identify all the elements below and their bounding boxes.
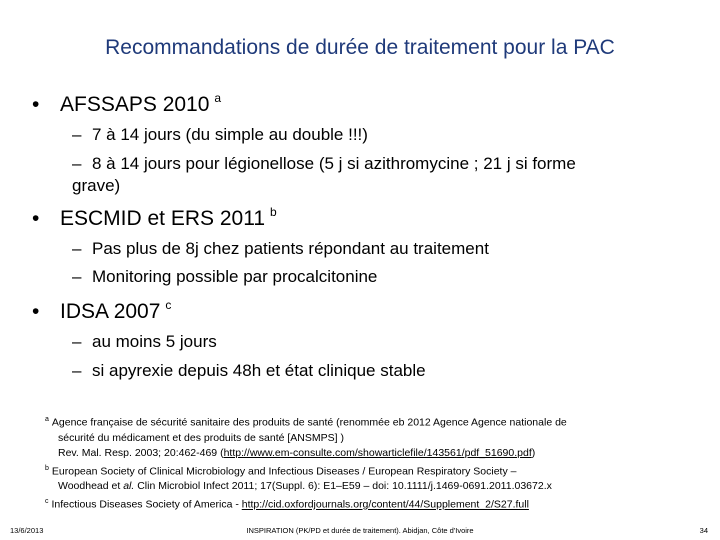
sub-bullet: – 8 à 14 jours pour légionellose (5 j si azithromycine ; 21 j si forme xyxy=(72,154,576,173)
bullet-dot: • xyxy=(32,93,40,116)
reference-a: $^a$ Agence française de sécurité sanitaire des produits de santé (renommée eb 2012 Agence Agence nationale de xyxy=(45,416,567,429)
sub-bullet: – Monitoring possible par procalcitonine xyxy=(72,267,378,286)
bullet-sup: c xyxy=(165,298,172,312)
slide-title: Recommandations de durée de traitement pour la PAC xyxy=(105,36,615,59)
bullet-label: AFSSAPS 2010 xyxy=(60,93,210,116)
bullet-afssaps xyxy=(32,91,221,117)
bullet-dot: • xyxy=(32,300,40,323)
bullet-sup: b xyxy=(270,205,277,219)
sub-bullet: – si apyrexie depuis 48h et état clinique stable xyxy=(72,361,426,380)
reference-b: $^b$ European Society of Clinical Microbiology and Infectious Diseases / European Respiratory Society – xyxy=(45,464,517,477)
footer-date: 13/6/2013 xyxy=(10,526,44,535)
bullet-label: ESCMID et ERS 2011 xyxy=(60,207,266,230)
sub-bullet: – 7 à 14 jours (du simple au double !!!) xyxy=(72,125,368,144)
bullet-idsa xyxy=(32,298,171,324)
bullet-escmid xyxy=(32,205,277,231)
references: $^a$ Agence française de sécurité sanitaire des produits de santé (renommée eb 2012 Agence Agence nationale de sécurité du médicament et des produits de santé [ANSMPS] ) Rev. Mal. Resp. 2003; 20:462-469 (http://www.em-consulte.com/showarticlefile/143561/pdf_51690.pdf) $^b$ European Society of Clinical Microbiology and Infectious Diseases / European Respiratory Society – Woodhead et al. Clin Microbiol Infect 2011; 17(Suppl. 6): E1–E59 – doi: 10.1111/j.1469-0691.2011.03672.x $^c$ Infectious Diseases Society of America - http://cid.oxfordjournals.org/content/44/Supplement_2/S27.full xyxy=(45,412,665,513)
bullet-label: IDSA 2007 xyxy=(60,300,161,323)
sub-bullet-continuation: grave) xyxy=(72,176,121,195)
bullet-sup: a xyxy=(214,91,222,105)
reference-a-link[interactable]: http://www.em-consulte.com/showarticlefile/143561/pdf_51690.pdf xyxy=(223,446,532,459)
footer-center: INSPIRATION (PK/PD et durée de traitement). Abidjan, Côte d'Ivoire xyxy=(246,526,474,535)
reference-c: $^c$ Infectious Diseases Society of America - http://cid.oxfordjournals.org/content/44/Supplement_2/S27.full xyxy=(45,498,529,511)
bullet-dot: • xyxy=(32,207,40,230)
sub-bullet: – Pas plus de 8j chez patients répondant au traitement xyxy=(72,239,489,258)
reference-c-link[interactable]: http://cid.oxfordjournals.org/content/44/Supplement_2/S27.full xyxy=(241,498,529,511)
page-number: 34 xyxy=(699,526,708,535)
sub-bullet: – au moins 5 jours xyxy=(72,332,217,351)
